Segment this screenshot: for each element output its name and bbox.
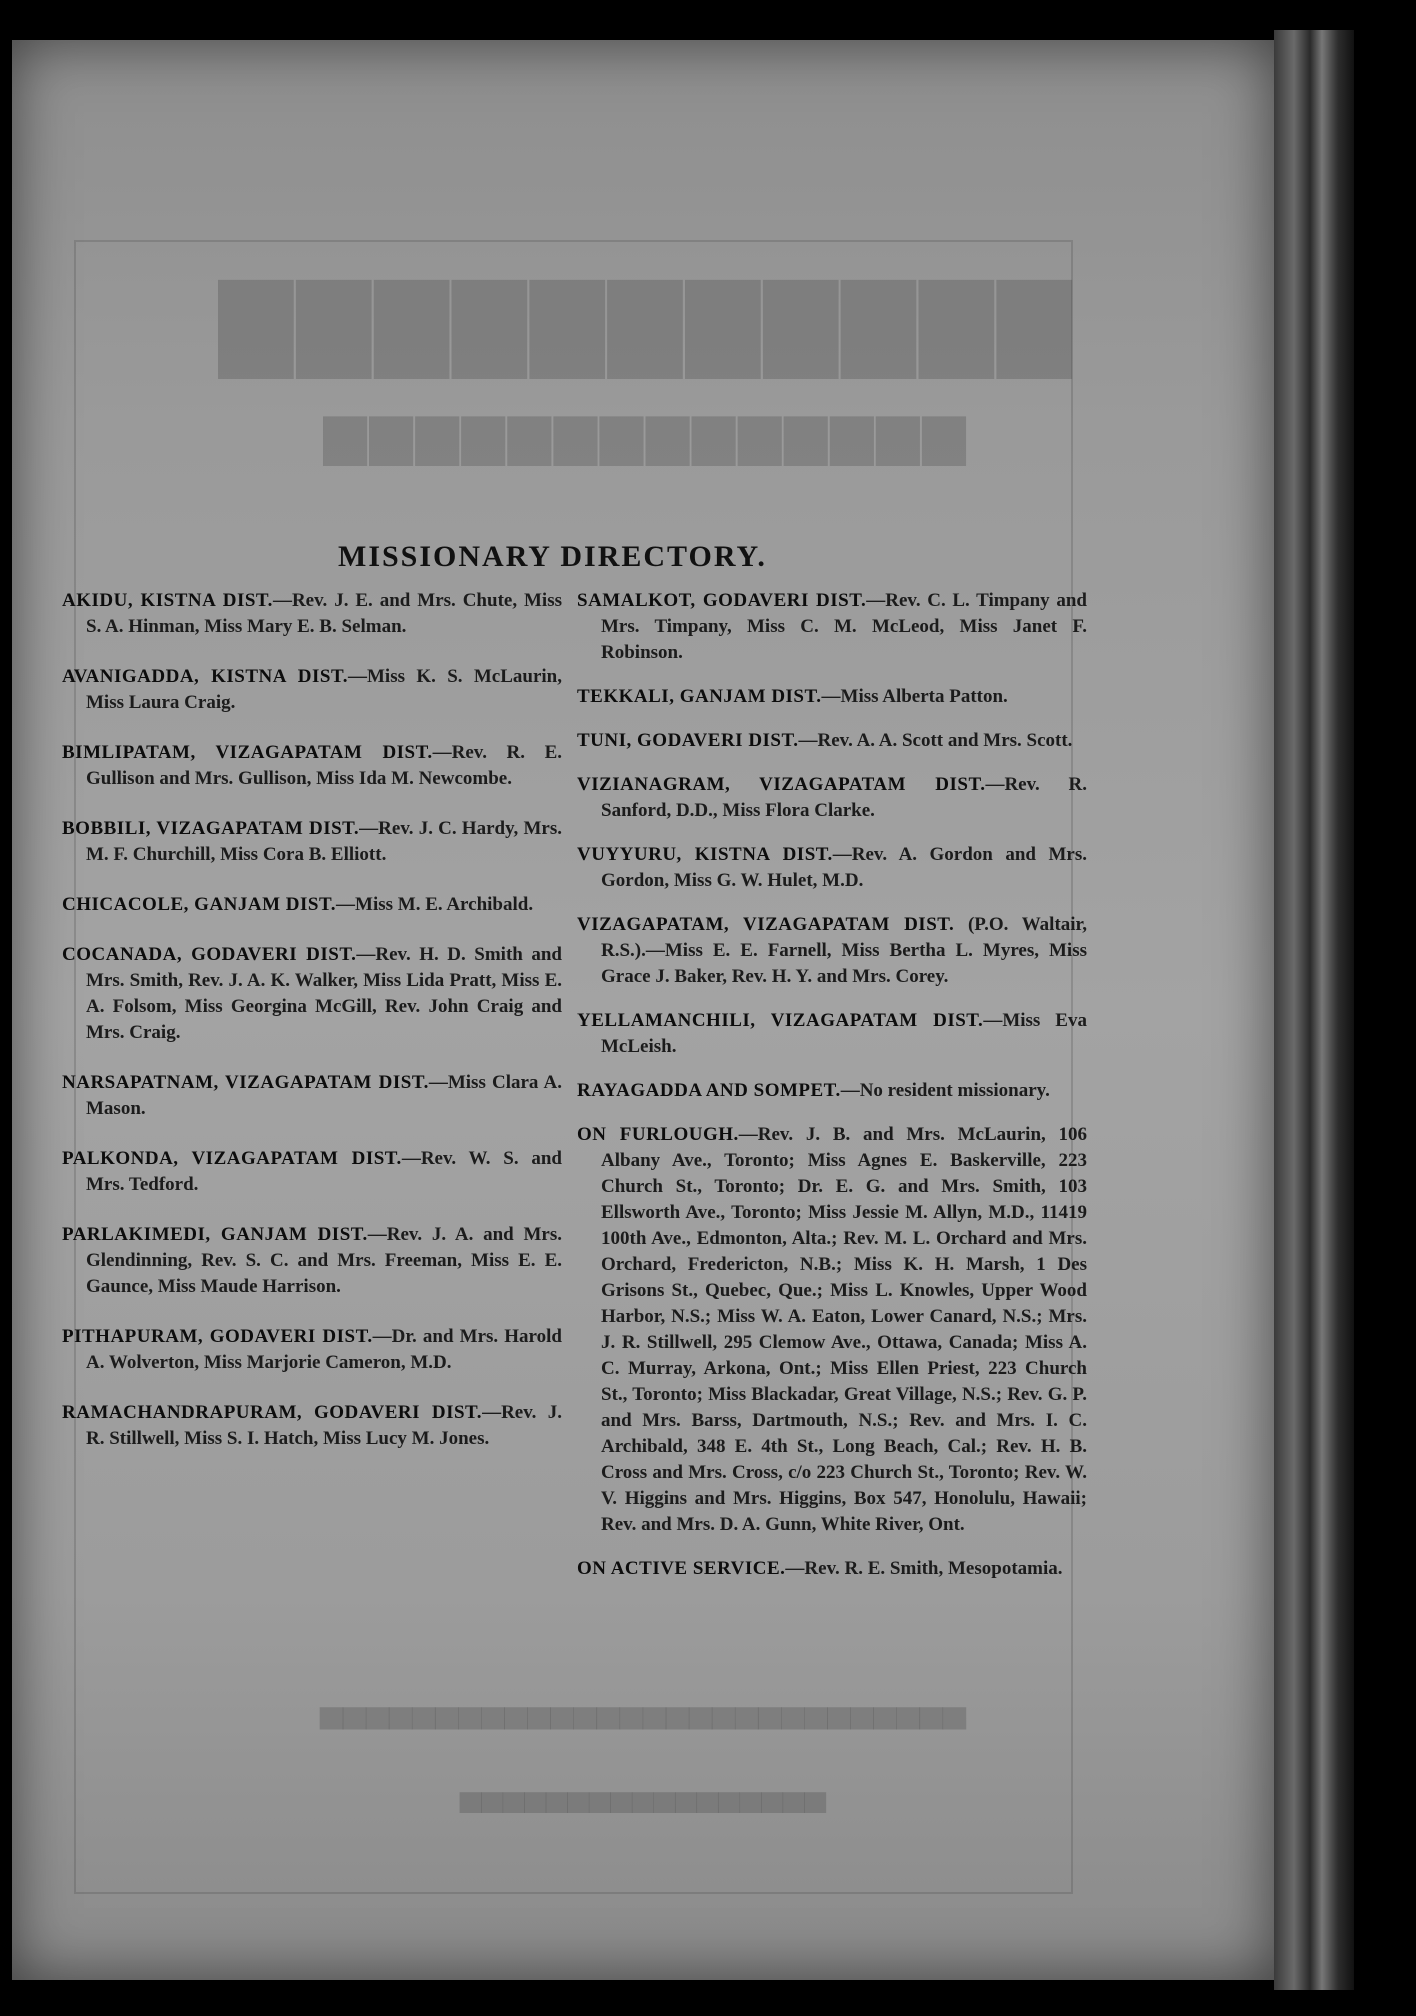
book-spine-edge xyxy=(1274,30,1354,1990)
directory-entry xyxy=(62,816,562,868)
left-column xyxy=(62,588,562,1476)
station-name: VIZIANAGRAM, VIZAGAPATAM DIST. xyxy=(577,774,986,795)
station-name: COCANADA, GODAVERI DIST. xyxy=(62,944,357,965)
directory-entry xyxy=(577,684,1087,710)
missionaries: —Miss Eva McLeish. xyxy=(601,1010,1087,1057)
station-name: ON ACTIVE SERVICE. xyxy=(577,1558,786,1579)
missionaries: —Rev. J. R. Stillwell, Miss S. I. Hatch, Miss Lucy M. Jones. xyxy=(86,1402,562,1449)
station-name: RAYAGADDA AND SOMPET. xyxy=(577,1080,841,1101)
directory-entry xyxy=(577,1556,1087,1582)
directory-entry xyxy=(62,1070,562,1122)
station-name: NARSAPATNAM, VIZAGAPATAM DIST. xyxy=(62,1072,429,1093)
station-name: BIMLIPATAM, VIZAGAPATAM DIST. xyxy=(62,742,433,763)
station-name: PALKONDA, VIZAGAPATAM DIST. xyxy=(62,1148,402,1169)
missionaries: —Rev. R. E. Smith, Mesopotamia. xyxy=(785,1558,1063,1579)
missionaries: —Rev. R. E. Gullison and Mrs. Gullison, Miss Ida M. Newcombe. xyxy=(86,742,562,789)
missionaries: —Miss Alberta Patton. xyxy=(821,686,1008,707)
missionaries: —Miss K. S. McLaurin, Miss Laura Craig. xyxy=(86,666,562,713)
missionaries: —Rev. H. D. Smith and Mrs. Smith, Rev. J. A. K. Walker, Miss Lida Pratt, Miss E. A. Folsom, Miss Georgina McGill, Rev. John Craig and Mrs. Craig. xyxy=(86,944,562,1043)
station-name: ON FURLOUGH. xyxy=(577,1124,739,1145)
directory-entry xyxy=(62,1222,562,1300)
directory-entry xyxy=(577,1008,1087,1060)
missionaries: —Rev. W. S. and Mrs. Tedford. xyxy=(86,1148,562,1195)
station-name: CHICACOLE, GANJAM DIST. xyxy=(62,894,337,915)
scanned-page xyxy=(12,40,1274,1980)
station-name: YELLAMANCHILI, VIZAGAPATAM DIST. xyxy=(577,1010,984,1031)
station-name: PARLAKIMEDI, GANJAM DIST. xyxy=(62,1224,368,1245)
missionaries: —Rev. A. A. Scott and Mrs. Scott. xyxy=(798,730,1073,751)
missionaries: —No resident missionary. xyxy=(840,1080,1050,1101)
missionaries: —Miss M. E. Archibald. xyxy=(336,894,534,915)
directory-entry xyxy=(62,740,562,792)
station-name: VUYYURU, KISTNA DIST. xyxy=(577,844,833,865)
bleed-through-text: ▆▆▆▆▆▆▆▆▆▆▆▆▆▆ xyxy=(320,403,966,465)
directory-entry xyxy=(577,1122,1087,1538)
station-name: RAMACHANDRAPURAM, GODAVERI DIST. xyxy=(62,1402,483,1423)
missionaries: —Rev. J. E. and Mrs. Chute, Miss S. A. Hinman, Miss Mary E. B. Selman. xyxy=(86,590,562,637)
missionaries: —Rev. J. B. and Mrs. McLaurin, 106 Albany Ave., Toronto; Miss Agnes E. Baskerville, 223 Church St., Toronto; Dr. E. G. and Mrs. Smith, 103 Ellsworth Ave., Toronto; Miss Jessie M. Allyn, M.D., 11419 100th Ave., Edmonton, Alta.; Rev. M. L. Orchard and Mrs. Orchard, Fredericton, N.B.; Miss K. H. Marsh, 1 Des Grisons St., Quebec, Que.; Miss L. Knowles, Upper Wood Harbor, N.S.; Miss W. A. Eaton, Lower Canard, N.S.; Mrs. J. R. Stillwell, 295 Clemow Ave., Ottawa, Canada; Miss A. C. Murray, Arkona, Ont.; Miss Ellen Priest, 223 Church St., Toronto; Miss Blackadar, Great Village, N.S.; Rev. G. P. and Mrs. Barss, Dartmouth, N.S.; Rev. and Mrs. I. C. Archibald, 348 E. 4th St., Long Beach, Cal.; Rev. H. B. Cross and Mrs. Cross, c/o 223 Church St., Toronto; Rev. W. V. Higgins and Mrs. Higgins, Box 547, Honolulu, Hawaii; Rev. and Mrs. D. A. Gunn, White River, Ont. xyxy=(601,1124,1087,1535)
station-name: TEKKALI, GANJAM DIST. xyxy=(577,686,822,707)
station-name: AVANIGADDA, KISTNA DIST. xyxy=(62,666,348,687)
directory-entry xyxy=(577,772,1087,824)
directory-entry xyxy=(62,588,562,640)
missionaries: —Dr. and Mrs. Harold A. Wolverton, Miss Marjorie Cameron, M.D. xyxy=(86,1326,562,1373)
bleed-through-text: ▅▅▅▅▅▅▅▅▅▅▅▅▅▅▅▅▅▅▅▅▅▅▅▅▅▅▅▅ xyxy=(320,1696,966,1729)
directory-content xyxy=(12,40,1274,1980)
station-name: BOBBILI, VIZAGAPATAM DIST. xyxy=(62,818,360,839)
bleed-through-text: ▅▅▅▅▅▅▅▅▅▅▅▅▅▅▅▅▅ xyxy=(459,1782,827,1813)
missionaries: —Miss Clara A. Mason. xyxy=(86,1072,562,1119)
station-name: TUNI, GODAVERI DIST. xyxy=(577,730,799,751)
directory-entry xyxy=(62,1324,562,1376)
missionaries: —Rev. J. C. Hardy, Mrs. M. F. Churchill, Miss Cora B. Elliott. xyxy=(86,818,562,865)
directory-entry xyxy=(577,842,1087,894)
station-name: AKIDU, KISTNA DIST. xyxy=(62,590,273,611)
directory-entry xyxy=(62,892,562,918)
directory-entry xyxy=(577,912,1087,990)
missionaries: —Rev. J. A. and Mrs. Glendinning, Rev. S. C. and Mrs. Freeman, Miss E. E. Gaunce, Miss Maude Harrison. xyxy=(86,1224,562,1297)
directory-entry xyxy=(577,1078,1087,1104)
directory-entry xyxy=(62,1400,562,1452)
right-column xyxy=(577,588,1087,1600)
directory-title: MISSIONARY DIRECTORY. xyxy=(338,540,767,573)
directory-entry xyxy=(62,1146,562,1198)
station-name: PITHAPURAM, GODAVERI DIST. xyxy=(62,1326,373,1347)
station-name: SAMALKOT, GODAVERI DIST. xyxy=(577,590,867,611)
missionaries: (P.O. Waltair, R.S.).—Miss E. E. Farnell, Miss Bertha L. Myres, Miss Grace J. Baker, Rev. H. Y. and Mrs. Corey. xyxy=(601,914,1087,987)
missionaries: —Rev. C. L. Timpany and Mrs. Timpany, Miss C. M. McLeod, Miss Janet F. Robinson. xyxy=(601,590,1087,663)
missionaries: —Rev. A. Gordon and Mrs. Gordon, Miss G. W. Hulet, M.D. xyxy=(601,844,1087,891)
directory-entry xyxy=(577,728,1087,754)
directory-entry xyxy=(62,664,562,716)
station-name: VIZAGAPATAM, VIZAGAPATAM DIST. xyxy=(577,914,955,935)
directory-entry xyxy=(62,942,562,1046)
directory-entry xyxy=(577,588,1087,666)
bleed-through-text: ▇▇▇▇▇▇▇▇▇▇▇ xyxy=(214,269,1072,376)
missionaries: —Rev. R. Sanford, D.D., Miss Flora Clarke. xyxy=(601,774,1087,821)
